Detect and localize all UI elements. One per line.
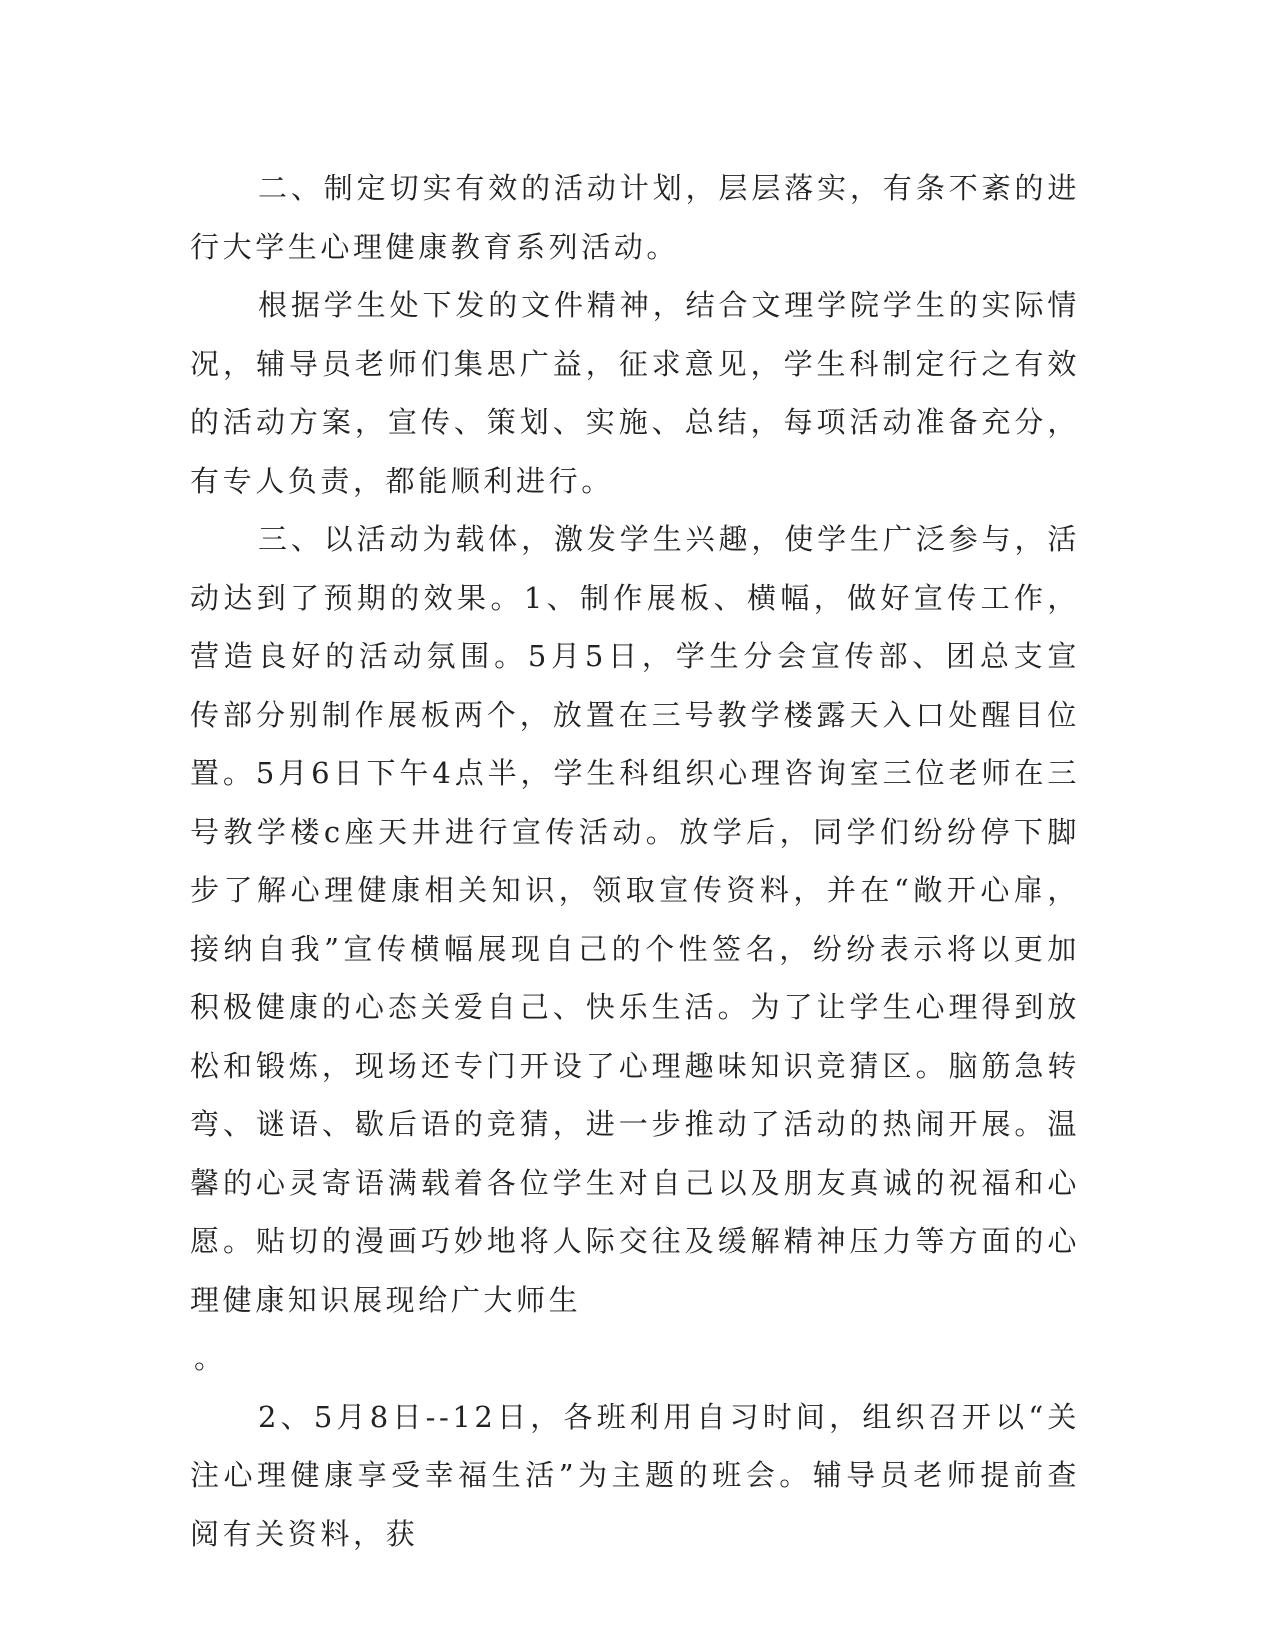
section-3-block — [190, 510, 1080, 1388]
document-body — [190, 159, 1080, 1563]
section-3-paragraph: 三、以活动为载体，激发学生兴趣，使学生广泛参与，活动达到了预期的效果。1、制作展板、横幅，做好宣传工作，营造良好的活动氛围。5月5日，学生分会宣传部、团总支宣传部分别制作展板两个，放置在三号教学楼露天入口处醒目位置。5月6日下午4点半，学生科组织心理咨询室三位老师在三号教学楼c座天井进行宣传活动。放学后，同学们纷纷停下脚步了解心理健康相关知识，领取宣传资料，并在“敞开心扉，接纳自我”宣传横幅展现自己的个性签名，纷纷表示将以更加积极健康的心态关爱自己、快乐生活。为了让学生心理得到放松和锻炼，现场还专门开设了心理趣味知识竞猜区。脑筋急转弯、谜语、歇后语的竞猜，进一步推动了活动的热闹开展。温馨的心灵寄语满载着各位学生对自己以及朋友真诚的祝福和心愿。贴切的漫画巧妙地将人际交往及缓解精神压力等方面的心理健康知识展现给广大师生 — [190, 522, 1080, 1317]
section-2-heading: 二、制定切实有效的活动计划，层层落实，有条不紊的进行大学生心理健康教育系列活动。 — [190, 171, 1080, 264]
section-2-paragraph: 根据学生处下发的文件精神，结合文理学院学生的实际情况，辅导员老师们集思广益，征求意见，学生科制定行之有效的活动方案，宣传、策划、实施、总结，每项活动准备充分，有专人负责，都能顺利进行。 — [190, 288, 1080, 498]
section-3-trailing-punctuation: 。 — [194, 1341, 227, 1375]
item-2-paragraph: 2、5月8日--12日，各班利用自习时间，组织召开以“关注心理健康享受幸福生活”为主题的班会。辅导员老师提前查阅有关资料，获 — [190, 1399, 1080, 1551]
